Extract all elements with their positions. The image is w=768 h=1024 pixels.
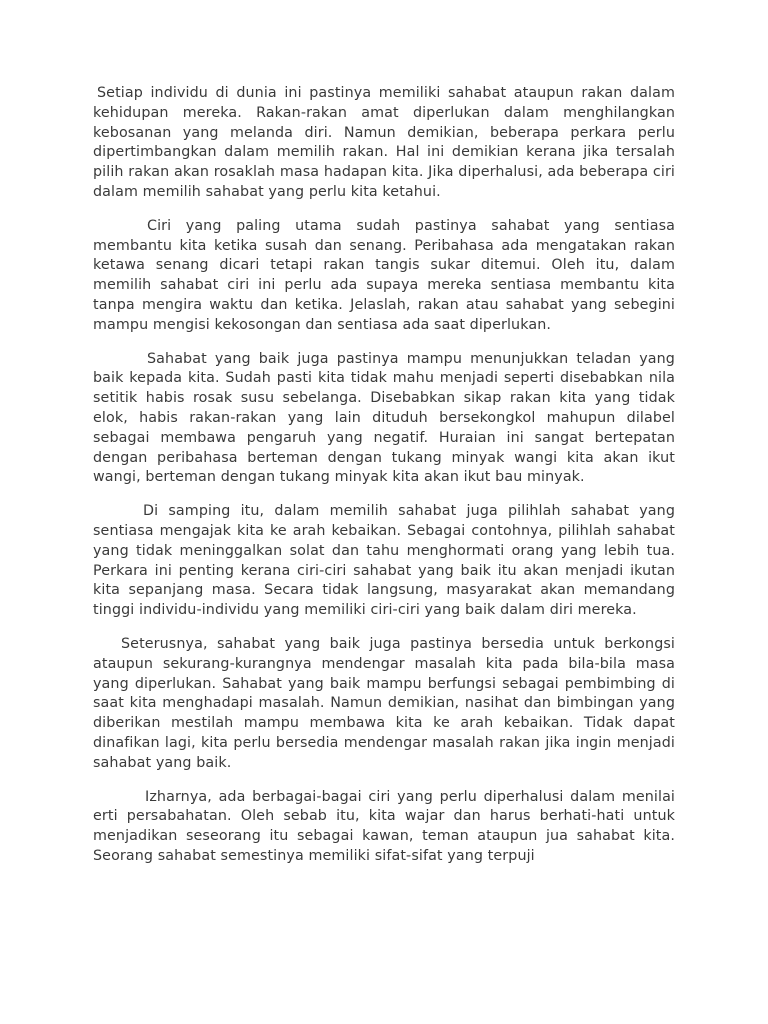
paragraph-intro: Setiap individu di dunia ini pastinya memiliki sahabat ataupun rakan dalam kehidupan mereka. Rakan-rakan amat diperlukan dalam menghilangkan kebosanan yang melanda diri. Namun demikian, beberapa perkara perlu dipertimbangkan dalam memilih rakan. Hal ini demikian kerana jika tersalah pilih rakan akan rosaklah masa hadapan kita. Jika diperhalusi, ada beberapa ciri dalam memilih sahabat yang perlu kita ketahui.	[93, 85, 675, 200]
paragraph-point-2: Sahabat yang baik juga pastinya mampu menunjukkan teladan yang baik kepada kita. Sudah pasti kita tidak mahu menjadi seperti disebabkan nila setitik habis rosak susu sebelanga. Disebabkan sikap rakan kita yang tidak elok, habis rakan-rakan yang lain dituduh bersekongkol mahupun dilabel sebagai membawa pengaruh yang negatif. Huraian ini sangat bertepatan dengan peribahasa berteman dengan tukang minyak wangi kita akan ikut wangi, berteman dengan tukang minyak kita akan ikut bau minyak.	[93, 350, 675, 486]
paragraph-point-1: Ciri yang paling utama sudah pastinya sahabat yang sentiasa membantu kita ketika susah dan senang. Peribahasa ada mengatakan rakan ketawa senang dicari tetapi rakan tangis sukar ditemui. Oleh itu, dalam memilih sahabat ciri ini perlu ada supaya mereka sentiasa membantu kita tanpa mengira waktu dan ketika. Jelaslah, rakan atau sahabat yang sebegini mampu mengisi kekosongan dan sentiasa ada saat diperlukan.	[93, 217, 675, 333]
paragraph-point-3: Di samping itu, dalam memilih sahabat juga pilihlah sahabat yang sentiasa mengajak kita ke arah kebaikan. Sebagai contohnya, pilihlah sahabat yang tidak meninggalkan solat dan tahu menghormati orang yang lebih tua. Perkara ini penting kerana ciri-ciri sahabat yang baik itu akan menjadi ikutan kita sepanjang masa. Secara tidak langsung, masyarakat akan memandang tinggi individu-individu yang memiliki ciri-ciri yang baik dalam diri mereka.	[93, 503, 675, 619]
paragraph-conclusion: Izharnya, ada berbagai-bagai ciri yang perlu diperhalusi dalam menilai erti persabahatan. Oleh sebab itu, kita wajar dan harus berhati-hati untuk menjadikan seseorang itu sebagai kawan, teman ataupun jua sahabat kita. Seorang sahabat semestinya memiliki sifat-sifat yang terpuji	[93, 788, 675, 864]
paragraph-point-4: Seterusnya, sahabat yang baik juga pastinya bersedia untuk berkongsi ataupun sekurang-kurangnya mendengar masalah kita pada bila-bila masa yang diperlukan. Sahabat yang baik mampu berfungsi sebagai pembimbing di saat kita menghadapi masalah. Namun demikian, nasihat dan bimbingan yang diberikan mestilah mampu membawa kita ke arah kebaikan. Tidak dapat dinafikan lagi, kita perlu bersedia mendengar masalah rakan jika ingin menjadi sahabat yang baik.	[93, 635, 675, 771]
document-body	[93, 84, 675, 881]
